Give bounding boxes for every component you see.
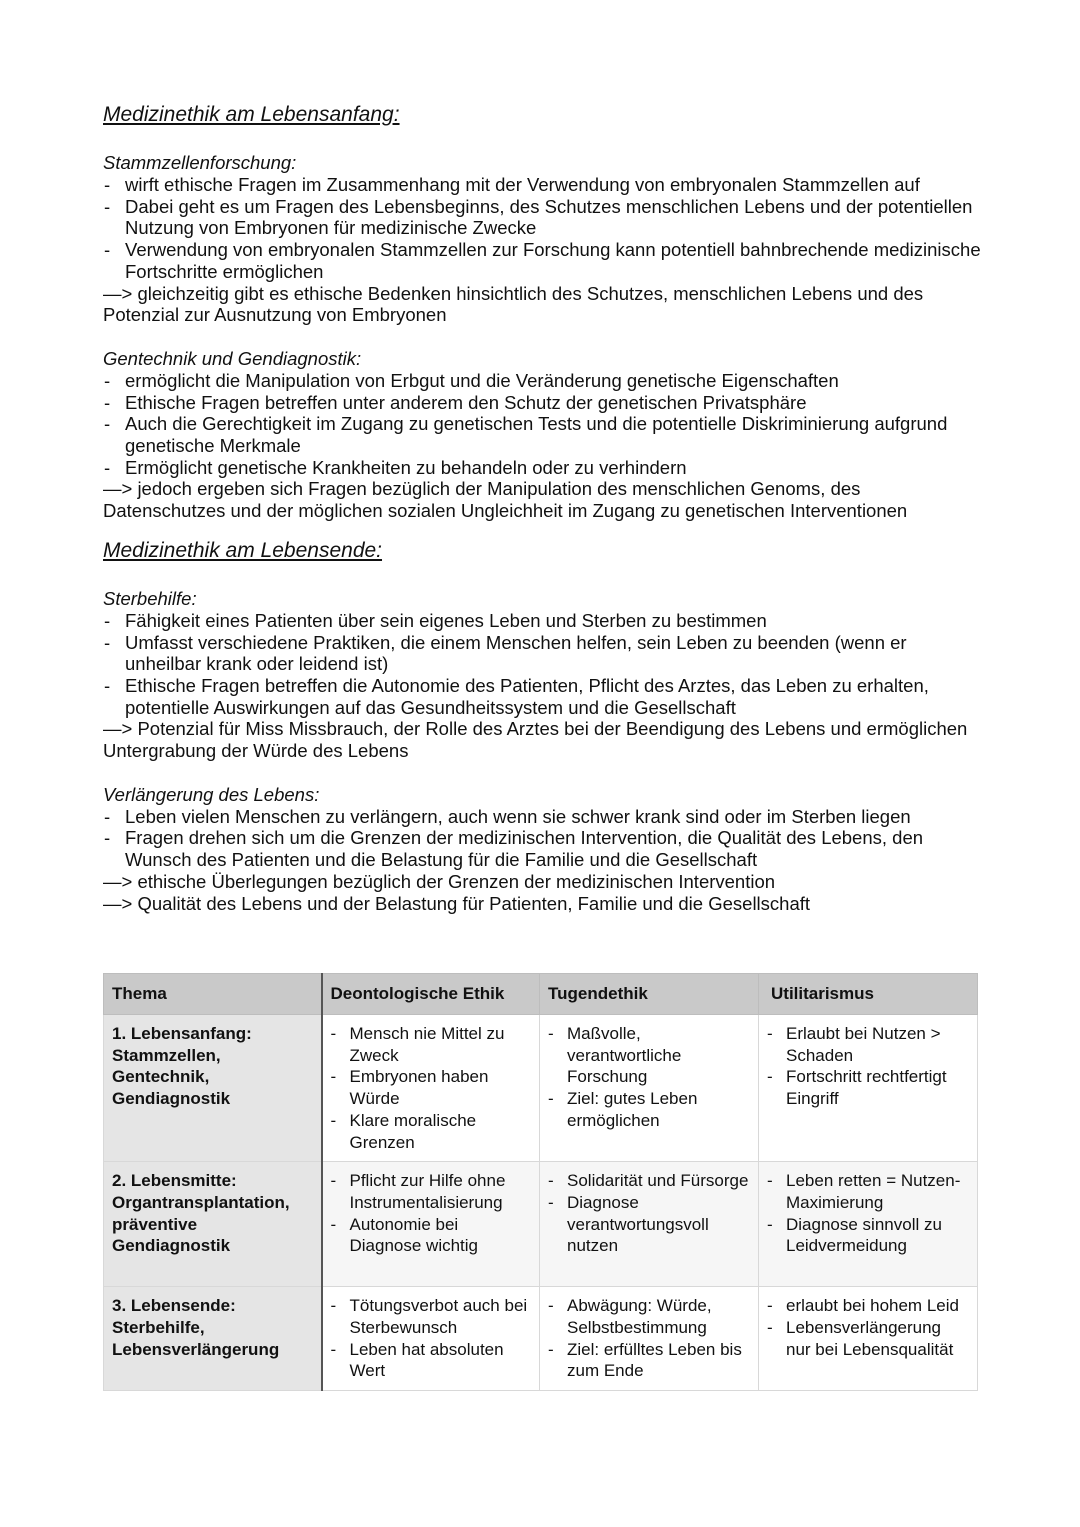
document [103,100,983,914]
topic-cell [104,1162,322,1287]
section-title-lebensanfang: Medizinethik am Lebensanfang: [103,103,400,126]
list-item: - erlaubt bei hohem Leid [767,1295,969,1317]
topic-cell [104,1287,322,1391]
list-item: - Ziel: gutes Leben ermöglichen [548,1088,750,1131]
table-header-row [104,974,978,1015]
topic-line: 3. Lebensende: [112,1296,236,1316]
deon-cell [322,1287,540,1391]
topic-line: Gentechnik, [112,1067,210,1087]
tugend-cell [540,1162,759,1287]
list-item: - Auch die Gerechtigkeit im Zugang zu genetischen Tests und die potentielle Diskriminierung aufgrund genetische Merkmale [103,413,983,456]
topic-cell [104,1015,322,1162]
header-utilitarismus: Utilitarismus [759,974,978,1015]
list-item: - Tötungsverbot auch bei Sterbewunsch [331,1295,532,1338]
conclusion-sterbehilfe: —> Potenzial für Miss Missbrauch, der Rolle des Arztes bei der Beendigung des Lebens und ermöglichen Untergrabung der Würde des Lebens [103,718,968,762]
section-title-lebensende: Medizinethik am Lebensende: [103,538,383,562]
conclusion-gentechnik: —> jedoch ergeben sich Fragen bezüglich der Manipulation des menschlichen Genoms, des Datenschutzes und der möglichen sozialen Ungleichheit im Zugang zu genetischen Interventionen [103,478,908,522]
list-stammzellen [103,174,983,283]
list-item: - Fortschritt rechtfertigt Eingriff [767,1066,969,1109]
list-item: - Klare moralische Grenzen [331,1110,532,1153]
util-cell [759,1162,978,1287]
heading-sterbehilfe: Sterbehilfe: [103,587,197,609]
list-gentechnik [103,370,983,479]
list-item: - Ethische Fragen betreffen die Autonomie des Patienten, Pflicht des Arztes, das Leben zu erhalten, potentielle Auswirkungen auf das Gesundheitssystem und die Gesellschaft [103,675,983,718]
table-row [104,1015,978,1162]
header-tugendethik: Tugendethik [540,974,759,1015]
list-item: - Autonomie bei Diagnose wichtig [331,1214,532,1257]
conclusion-stammzellen: —> gleichzeitig gibt es ethische Bedenken hinsichtlich des Schutzes, menschlichen Lebens und des Potenzial zur Ausnutzung von Embryonen [103,282,924,326]
header-deontologische-ethik: Deontologische Ethik [322,974,540,1015]
list-item: - Erlaubt bei Nutzen > Schaden [767,1023,969,1066]
topic-line: Gendiagnostik [112,1089,231,1109]
heading-stammzellenforschung: Stammzellenforschung: [103,152,297,173]
list-item: - wirft ethische Fragen im Zusammenhang mit der Verwendung von embryonalen Stammzellen auf [103,174,983,196]
list-item: - Pflicht zur Hilfe ohne Instrumentalisierung [331,1170,532,1213]
list-item: - Embryonen haben Würde [331,1066,532,1109]
list-item: - Leben hat absoluten Wert [331,1339,532,1382]
list-item: - Mensch nie Mittel zu Zweck [331,1023,532,1066]
list-item: - Leben vielen Menschen zu verlängern, auch wenn sie schwer krank sind oder im Sterben liegen [103,806,983,828]
list-item: - Fragen drehen sich um die Grenzen der medizinischen Intervention, die Qualität des Lebens, den Wunsch des Patienten und die Belastung für die Familie und die Gesellschaft [103,827,983,870]
list-item: - Solidarität und Fürsorge [548,1170,750,1192]
topic-line: Stammzellen, [112,1045,221,1065]
topic-line: Gendiagnostik [112,1236,231,1256]
conclusion-verlaengerung-1: —> ethische Überlegungen bezüglich der Grenzen der medizinischen Intervention [103,870,776,892]
topic-line: 2. Lebensmitte: [112,1171,237,1191]
tugend-cell [540,1287,759,1391]
ethics-comparison-table [103,973,978,1391]
topic-line: präventive [112,1214,198,1234]
list-verlaengerung [103,806,983,871]
list-item: - Ziel: erfülltes Leben bis zum Ende [548,1339,750,1382]
list-item: - Diagnose verantwortungsvoll nutzen [548,1192,750,1257]
topic-line: 1. Lebensanfang: [112,1024,252,1043]
list-item: - Lebensverlängerung nur bei Lebensqualität [767,1317,969,1360]
topic-line: Sterbehilfe, [112,1317,205,1337]
table-row [104,1287,978,1391]
list-item: - Leben retten = Nutzen- Maximierung [767,1170,969,1213]
topic-line: Lebensverlängerung [112,1339,280,1359]
deon-cell [322,1162,540,1287]
list-item: - Umfasst verschiedene Praktiken, die einem Menschen helfen, sein Leben zu beenden (wenn er unheilbar krank oder leidend ist) [103,632,983,675]
list-item: - Ermöglicht genetische Krankheiten zu behandeln oder zu verhindern [103,457,983,479]
list-sterbehilfe [103,610,983,719]
deon-cell [322,1015,540,1162]
util-cell [759,1015,978,1162]
list-item: - Abwägung: Würde, Selbstbestimmung [548,1295,750,1338]
heading-verlaengerung: Verlängerung des Lebens: [103,783,320,805]
list-item: - Fähigkeit eines Patienten über sein eigenes Leben und Sterben zu bestimmen [103,610,983,632]
header-thema: Thema [104,974,322,1015]
topic-line: Organtransplantation, [112,1192,290,1212]
list-item: - Ethische Fragen betreffen unter anderem den Schutz der genetischen Privatsphäre [103,392,983,414]
table-row [104,1162,978,1287]
conclusion-verlaengerung-2: —> Qualität des Lebens und der Belastung für Patienten, Familie und die Gesellschaft [103,892,811,914]
list-item: - Dabei geht es um Fragen des Lebensbeginns, des Schutzes menschlichen Lebens und der potentiellen Nutzung von Embryonen für medizinische Zwecke [103,196,983,239]
list-item: - Verwendung von embryonalen Stammzellen zur Forschung kann potentiell bahnbrechende medizinische Fortschritte ermöglichen [103,239,983,282]
util-cell [759,1287,978,1391]
list-item: - Diagnose sinnvoll zu Leidvermeidung [767,1214,969,1257]
list-item: - ermöglicht die Manipulation von Erbgut und die Veränderung genetische Eigenschaften [103,370,983,392]
tugend-cell [540,1015,759,1162]
heading-gentechnik: Gentechnik und Gendiagnostik: [103,347,362,369]
list-item: - Maßvolle, verantwortliche Forschung [548,1023,750,1088]
